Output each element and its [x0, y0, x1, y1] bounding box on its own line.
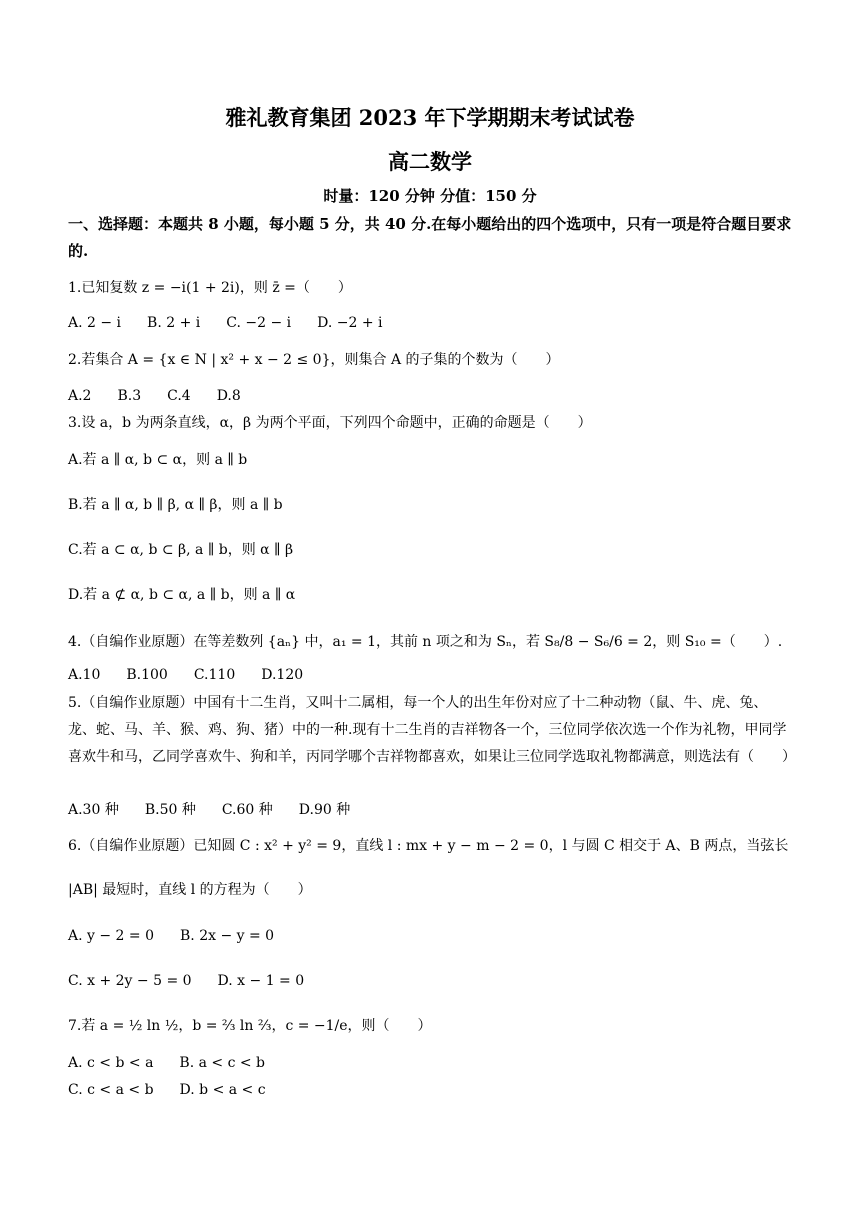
q2-option-b: B.3: [117, 388, 142, 404]
question-5-stem: 5.（自编作业原题）中国有十二生肖，又叫十二属相，每一个人的出生年份对应了十二种动物（鼠、牛、虎、兔、龙、蛇、马、羊、猴、鸡、狗、猪）中的一种.现有十二生肖的吉祥物各一个，三位同学依次选一个作为礼物，甲同学喜欢牛和马，乙同学喜欢牛、狗和羊，丙同学哪个吉祥物都喜欢，如果让三位同学选取礼物都满意，则选法有（ ）: [68, 695, 796, 765]
exam-title: 雅礼教育集团 2023 年下学期期末考试试卷: [225, 105, 635, 130]
question-7-stem: 7.若 a = ½ ln ½，b = ⅔ ln ⅔，c = −1/e，则（ ）: [68, 1018, 432, 1034]
q6-option-d: D. x − 1 = 0: [217, 973, 305, 989]
q7-option-d: D. b < a < c: [179, 1082, 266, 1098]
q3-option-c: C.若 a ⊂ α, b ⊂ β, a ∥ b，则 α ∥ β: [68, 542, 294, 558]
q1-option-d: D. −2 + i: [317, 315, 383, 331]
q3-option-a: A.若 a ∥ α, b ⊂ α，则 a ∥ b: [68, 452, 248, 468]
question-3-stem: 3.设 a，b 为两条直线，α，β 为两个平面，下列四个命题中，正确的命题是（ ）: [68, 415, 592, 431]
q7-option-a: A. c < b < a: [68, 1055, 154, 1071]
q4-option-d: D.120: [261, 667, 304, 683]
exam-subject: 高二数学: [388, 149, 472, 174]
q6-option-b: B. 2x − y = 0: [180, 928, 275, 944]
q5-option-d: D.90 种: [298, 802, 351, 818]
question-7-options-row-1: [68, 1053, 291, 1073]
question-7-options-row-2: [68, 1080, 292, 1100]
question-1-options: [68, 313, 408, 333]
q2-option-c: C.4: [167, 388, 191, 404]
question-1-stem: 1.已知复数 z = −i(1 + 2i)，则 z̄ =（ ）: [68, 280, 352, 296]
question-5-options: [68, 800, 376, 820]
q5-option-c: C.60 种: [221, 802, 273, 818]
question-6-options-row-2: [68, 971, 330, 991]
question-6-stem-continued: |AB| 最短时，直线 l 的方程为（ ）: [68, 882, 312, 898]
question-6-stem: 6.（自编作业原题）已知圆 C : x² + y² = 9，直线 l : mx + y − m − 2 = 0，l 与圆 C 相交于 A、B 两点，当弦长: [68, 838, 789, 854]
exam-meta: 时量：120 分钟 分值：150 分: [323, 187, 537, 205]
q1-option-b: B. 2 + i: [147, 315, 201, 331]
question-4-stem: 4.（自编作业原题）在等差数列 {aₙ} 中，a₁ = 1，其前 n 项之和为 Sₙ，若 S₈/8 − S₆/6 = 2，则 S₁₀ =（ ）.: [68, 634, 783, 650]
q5-option-a: A.30 种: [68, 802, 119, 818]
q2-option-a: A.2: [68, 388, 92, 404]
q5-option-b: B.50 种: [144, 802, 196, 818]
question-2-stem: 2.若集合 A = {x ∈ N | x² + x − 2 ≤ 0}，则集合 A 的子集的个数为（ ）: [68, 352, 560, 368]
q6-option-a: A. y − 2 = 0: [68, 928, 154, 944]
q7-option-c: C. c < a < b: [68, 1082, 154, 1098]
q1-option-c: C. −2 − i: [226, 315, 292, 331]
question-2-options: [68, 386, 267, 406]
q3-option-d: D.若 a ⊄ α, b ⊂ α, a ∥ b，则 a ∥ α: [68, 587, 296, 603]
section-heading: 一、选择题：本题共 8 小题，每小题 5 分，共 40 分.在每小题给出的四个选项中，只有一项是符合题目要求的.: [68, 215, 792, 260]
q3-option-b: B.若 a ∥ α, b ∥ β, α ∥ β，则 a ∥ b: [68, 497, 283, 513]
q4-option-a: A.10: [68, 667, 101, 683]
q1-option-a: A. 2 − i: [68, 315, 122, 331]
q4-option-c: C.110: [193, 667, 236, 683]
q7-option-b: B. a < c < b: [179, 1055, 266, 1071]
q6-option-c: C. x + 2y − 5 = 0: [68, 973, 192, 989]
q2-option-d: D.8: [216, 388, 241, 404]
q4-option-b: B.100: [126, 667, 168, 683]
question-6-options-row-1: [68, 926, 300, 946]
question-4-options: [68, 665, 329, 685]
